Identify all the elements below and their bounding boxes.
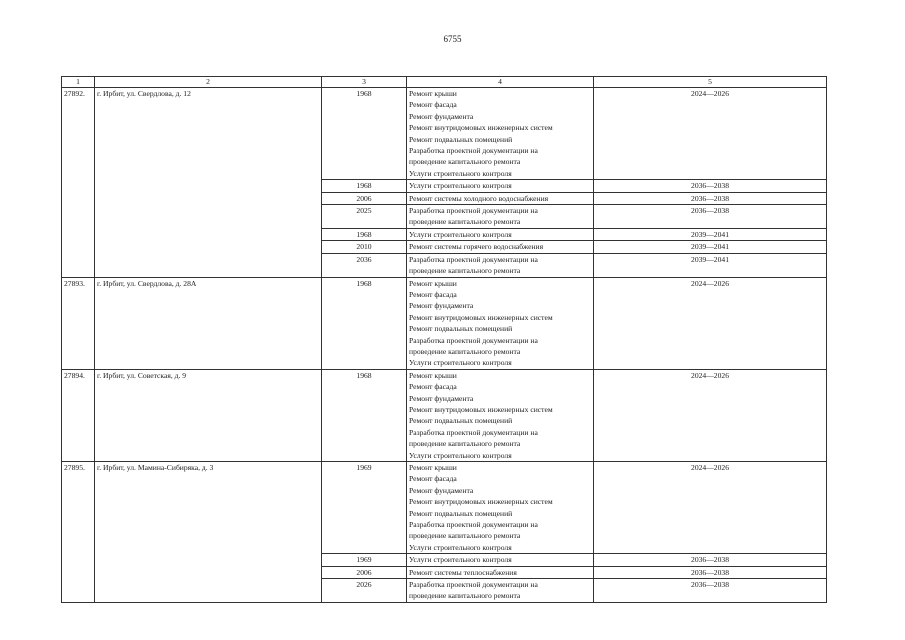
work-item: проведение капитального ремонта	[409, 157, 521, 167]
work-item: Ремонт фундамента	[409, 485, 474, 495]
period-cell: 2024—2026	[594, 462, 827, 554]
work-item: Ремонт крыши	[409, 278, 457, 288]
work-item: Разработка проектной документации на	[409, 427, 538, 437]
works-cell	[407, 462, 594, 554]
work-item: Ремонт подвальных помещений	[409, 416, 513, 426]
year-cell: 2006	[322, 192, 407, 204]
work-item: проведение капитального ремонта	[409, 266, 521, 276]
record-address: г. Ирбит, ул. Свердлова, д. 12	[95, 88, 322, 278]
work-item: проведение капитального ремонта	[409, 346, 521, 356]
work-item: проведение капитального ремонта	[409, 217, 521, 227]
work-item: Разработка проектной документации на	[409, 335, 538, 345]
work-item: Ремонт подвальных помещений	[409, 324, 513, 334]
work-item: Разработка проектной документации на	[409, 206, 538, 216]
works-cell	[407, 180, 594, 192]
record-number: 27892.	[62, 88, 95, 278]
year-cell: 1968	[322, 277, 407, 369]
capital-repair-table	[61, 76, 827, 603]
period-cell: 2036—2038	[594, 579, 827, 603]
year-cell: 1969	[322, 554, 407, 566]
period-cell: 2036—2038	[594, 192, 827, 204]
year-cell: 2026	[322, 579, 407, 603]
page-number: 6755	[443, 34, 462, 44]
year-cell: 1968	[322, 180, 407, 192]
work-item: Ремонт внутридомовых инженерных систем	[409, 123, 553, 133]
work-item: Услуги строительного контроля	[409, 555, 512, 565]
works-cell	[407, 253, 594, 277]
period-cell: 2036—2038	[594, 566, 827, 578]
work-item: проведение капитального ремонта	[409, 531, 521, 541]
year-cell: 2036	[322, 253, 407, 277]
period-cell: 2036—2038	[594, 554, 827, 566]
work-item: Ремонт крыши	[409, 89, 457, 98]
work-item: проведение капитального ремонта	[409, 591, 521, 601]
record-number: 27894.	[62, 369, 95, 461]
year-cell: 2025	[322, 205, 407, 229]
table-row	[62, 462, 827, 554]
works-cell	[407, 192, 594, 204]
works-cell	[407, 88, 594, 180]
year-cell: 1968	[322, 369, 407, 461]
work-item: Разработка проектной документации на	[409, 520, 538, 530]
works-cell	[407, 579, 594, 603]
work-item: Ремонт внутридомовых инженерных систем	[409, 312, 553, 322]
work-item: Ремонт фасада	[409, 474, 457, 484]
work-item: Услуги строительного контроля	[409, 358, 512, 368]
work-item: Услуги строительного контроля	[409, 168, 512, 178]
period-cell: 2039—2041	[594, 228, 827, 240]
record-address: г. Ирбит, ул. Свердлова, д. 28А	[95, 277, 322, 369]
work-item: Ремонт системы холодного водоснабжения	[409, 193, 549, 203]
year-cell: 1968	[322, 228, 407, 240]
work-item: проведение капитального ремонта	[409, 439, 521, 449]
work-item: Ремонт фасада	[409, 289, 457, 299]
header-col-1: 1	[62, 77, 95, 88]
period-cell: 2024—2026	[594, 369, 827, 461]
work-item: Ремонт фундамента	[409, 301, 474, 311]
work-item: Разработка проектной документации на	[409, 254, 538, 264]
header-col-2: 2	[95, 77, 322, 88]
works-cell	[407, 205, 594, 229]
work-item: Услуги строительного контроля	[409, 450, 512, 460]
year-cell: 1969	[322, 462, 407, 554]
record-number: 27895.	[62, 462, 95, 603]
work-item: Ремонт внутридомовых инженерных систем	[409, 497, 553, 507]
period-cell: 2024—2026	[594, 88, 827, 180]
work-item: Ремонт крыши	[409, 463, 457, 472]
works-cell	[407, 554, 594, 566]
work-item: Услуги строительного контроля	[409, 542, 512, 552]
record-address: г. Ирбит, ул. Мамина-Сибиряка, д. 3	[95, 462, 322, 603]
period-cell: 2039—2041	[594, 253, 827, 277]
work-item: Ремонт подвальных помещений	[409, 508, 513, 518]
header-col-4: 4	[407, 77, 594, 88]
work-item: Услуги строительного контроля	[409, 181, 512, 191]
record-address: г. Ирбит, ул. Советская, д. 9	[95, 369, 322, 461]
record-number: 27893.	[62, 277, 95, 369]
period-cell: 2039—2041	[594, 241, 827, 253]
works-cell	[407, 241, 594, 253]
work-item: Ремонт системы теплоснабжения	[409, 567, 517, 577]
year-cell: 2006	[322, 566, 407, 578]
period-cell: 2024—2026	[594, 277, 827, 369]
work-item: Ремонт фасада	[409, 382, 457, 392]
year-cell: 1968	[322, 88, 407, 180]
year-cell: 2010	[322, 241, 407, 253]
work-item: Ремонт внутридомовых инженерных систем	[409, 404, 553, 414]
table-row	[62, 88, 827, 180]
header-row	[62, 77, 827, 88]
work-item: Разработка проектной документации на	[409, 580, 538, 590]
work-item: Ремонт фундамента	[409, 111, 474, 121]
work-item: Ремонт системы горячего водоснабжения	[409, 242, 544, 252]
work-item: Ремонт подвальных помещений	[409, 134, 513, 144]
works-cell	[407, 277, 594, 369]
work-item: Ремонт крыши	[409, 370, 457, 380]
work-item: Ремонт фасада	[409, 100, 457, 110]
work-item: Услуги строительного контроля	[409, 229, 512, 239]
header-col-5: 5	[594, 77, 827, 88]
works-cell	[407, 369, 594, 461]
works-cell	[407, 566, 594, 578]
table-row	[62, 277, 827, 369]
table-body	[62, 88, 827, 603]
period-cell: 2036—2038	[594, 180, 827, 192]
works-cell	[407, 228, 594, 240]
period-cell: 2036—2038	[594, 205, 827, 229]
work-item: Ремонт фундамента	[409, 393, 474, 403]
work-item: Разработка проектной документации на	[409, 146, 538, 156]
header-col-3: 3	[322, 77, 407, 88]
table-row	[62, 369, 827, 461]
